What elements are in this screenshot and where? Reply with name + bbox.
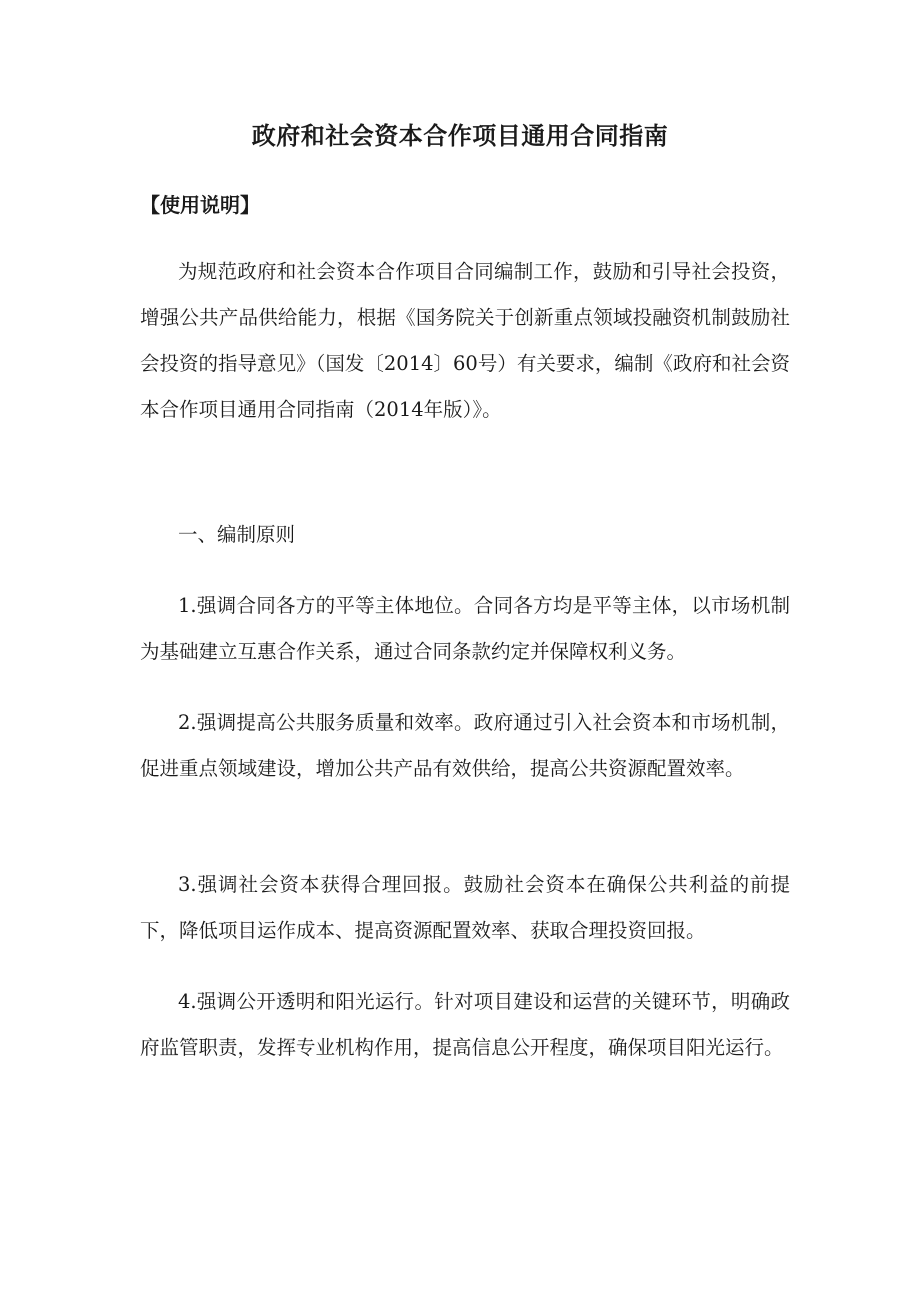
document-title: 政府和社会资本合作项目通用合同指南	[251, 121, 669, 150]
principles-heading: 一、编制原则	[178, 523, 296, 546]
intro-paragraph: 为规范政府和社会资本合作项目合同编制工作，鼓励和引导社会投资，增强公共产品供给能力，根据《国务院关于创新重点领域投融资机制鼓励社会投资的指导意见》（国发〔2014〕60号）有关要求，编制《政府和社会资本合作项目通用合同指南（2014年版）》。	[140, 260, 790, 421]
principle-item-4: 4.强调公开透明和阳光运行。针对项目建设和运营的关键环节，明确政府监管职责，发挥专业机构作用，提高信息公开程度，确保项目阳光运行。	[140, 990, 790, 1059]
principle-item-2: 2.强调提高公共服务质量和效率。政府通过引入社会资本和市场机制，促进重点领域建设，增加公共产品有效供给，提高公共资源配置效率。	[140, 711, 790, 780]
usage-heading: 【使用说明】	[140, 193, 260, 217]
principle-item-1: 1.强调合同各方的平等主体地位。合同各方均是平等主体，以市场机制为基础建立互惠合作关系，通过合同条款约定并保障权利义务。	[140, 594, 790, 663]
principle-item-3: 3.强调社会资本获得合理回报。鼓励社会资本在确保公共利益的前提下，降低项目运作成本、提高资源配置效率、获取合理投资回报。	[140, 873, 790, 942]
